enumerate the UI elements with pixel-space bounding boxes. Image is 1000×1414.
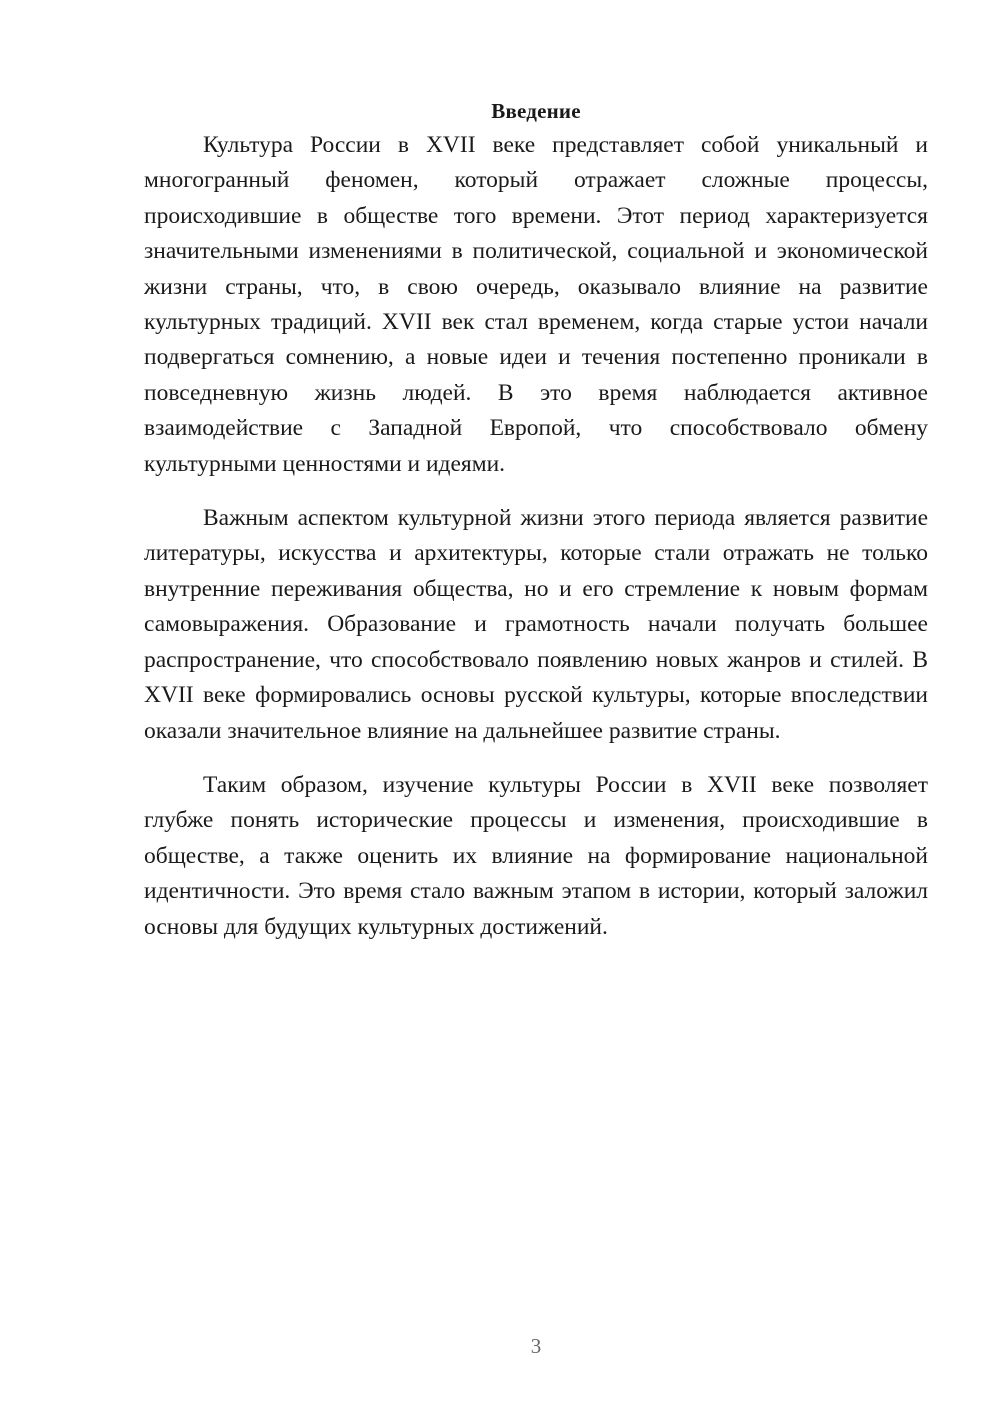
paragraph-1: Культура России в XVII веке представляет собой уникальный и многогранный феномен, который отражает сложные процессы, происходившие в обществе того времени. Этот период характеризуется значительными изменениями в политической, социальной и экономической жизни страны, что, в свою очередь, оказывало влияние на развитие культурных традиций. XVII век стал временем, когда старые устои начали подвергаться сомнению, а новые идеи и течения постепенно проникали в повседневную жизнь людей. В это время наблюдается активное взаимодействие с Западной Европой, что способствовало обмену культурными ценностями и идеями.: [144, 132, 928, 477]
section-title: Введение: [491, 99, 581, 123]
paragraph-3: Таким образом, изучение культуры России в XVII веке позволяет глубже понять исторические процессы и изменения, происходившие в обществе, а также оценить их влияние на формирование национальной идентичности. Это время стало важным этапом в истории, который заложил основы для будущих культурных достижений.: [144, 771, 928, 940]
page-content: [144, 94, 928, 945]
page-number: 3: [530, 1334, 542, 1358]
paragraph-2: Важным аспектом культурной жизни этого периода является развитие литературы, искусства и архитектуры, которые стали отражать не только внутренние переживания общества, но и его стремление к новым формам самовыражения. Образование и грамотность начали получать большее распространение, что способствовало появлению новых жанров и стилей. В XVII веке формировались основы русской культуры, которые впоследствии оказали значительное влияние на дальнейшее развитие страны.: [144, 505, 928, 744]
